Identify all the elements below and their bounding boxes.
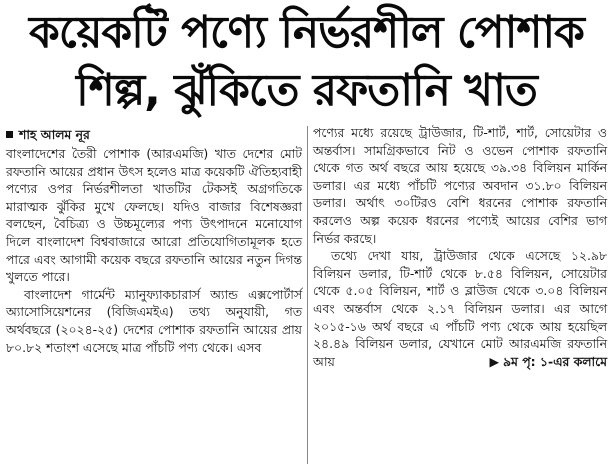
paragraph: বাংলাদেশ গার্মেন্ট ম্যানুফ্যাকচারার্স অ্যান্ড এক্সপোর্টার্স অ্যাসোসিয়েশনের (বিজিএমইএ) তথ্য অনুযায়ী, গত অর্থবছরে (২০২৪-২৫) দেশের পোশাক রফতানি আয়ের প্রায় ৮০.৮২ শতাংশ এসেছে মাত্র পাঁচটি পণ্য থেকে। এসব bbox=[6, 286, 302, 355]
continuation-text: ৯ম পৃ: ১-এর কলামে bbox=[502, 353, 607, 369]
paragraph: তথ্যে দেখা যায়, ট্রাউজার থেকে এসেছে ১২.৯৮ বিলিয়ন ডলার, টি-শার্ট থেকে ৮.৫৪ বিলিয়ন, সোয়েটার থেকে ৫.০৫ বিলিয়ন, শার্ট ও ব্লাউজ থেকে ৩.০৪ বিলিয়ন এবং অন্তর্বাস থেকে ২.১৭ বিলিয়ন ডলার। এর আগে ২০১৫-১৬ অর্থ বছরে এ পাঁচটি পণ্য থেকে আয় হয়েছিল ২৪.৪৯ বিলিয়ন ডলার, যেখানে মোট আরএমজি রফতানি আয় bbox=[313, 248, 607, 369]
headline-line-1: কয়েকটি পণ্যে নির্ভরশীল পোশাক bbox=[29, 7, 584, 58]
article-column-right bbox=[313, 124, 607, 370]
continuation-line bbox=[313, 353, 607, 371]
column-divider bbox=[307, 126, 308, 464]
headline bbox=[0, 4, 613, 120]
headline-line-2: শিল্প, ঝুঁকিতে রফতানি খাত bbox=[76, 65, 537, 116]
byline-square-icon bbox=[6, 131, 13, 138]
byline-author: শাহ আলম নূর bbox=[19, 127, 90, 142]
paragraph: পণ্যের মধ্যে রয়েছে ট্রাউজার, টি-শার্ট, শার্ট, সোয়েটার ও অন্তর্বাস। সামগ্রিকভাবে নিট ও ওভেন পোশাক রফতানি থেকে গত অর্থ বছরে আয় হয়েছে ৩৯.৩৪ বিলিয়ন মার্কিন ডলার। এর মধ্যে পাঁচটি পণ্যের অবদান ৩১.৮০ বিলিয়ন ডলার। অর্থাৎ ৩০টিরও বেশি ধরনের পোশাক রফতানি করলেও অল্প কয়েক ধরনের পণ্যেই আয়ের বেশির ভাগ নির্ভর করছে। bbox=[313, 125, 607, 246]
byline bbox=[6, 126, 302, 144]
paragraph: বাংলাদেশের তৈরী পোশাক (আরএমজি) খাত দেশের মোট রফতানি আয়ের প্রধান উৎস হলেও মাত্র কয়েকটি ঐতিহ্যবাহী পণ্যের ওপর নির্ভরশীলতা খাতটির টেকসই অগ্রগতিকে মারাত্মক ঝুঁকির মুখে ফেলছে। যদিও বাজার বিশেষজ্ঞরা বলছেন, বৈচিত্র্য ও উচ্চমূল্যের পণ্য উৎপাদনে মনোযোগ দিলে বাংলাদেশ বিশ্ববাজারে আরো প্রতিযোগিতামূলক হতে পারে এবং আগামী কয়েক বছরে রফতানি আয়ের নতুন দিগন্ত খুলতে পারে। bbox=[6, 146, 302, 285]
article-column-left bbox=[6, 126, 302, 356]
continuation-note[interactable] bbox=[489, 354, 607, 369]
triangle-arrow-icon: ▶ bbox=[489, 353, 499, 369]
